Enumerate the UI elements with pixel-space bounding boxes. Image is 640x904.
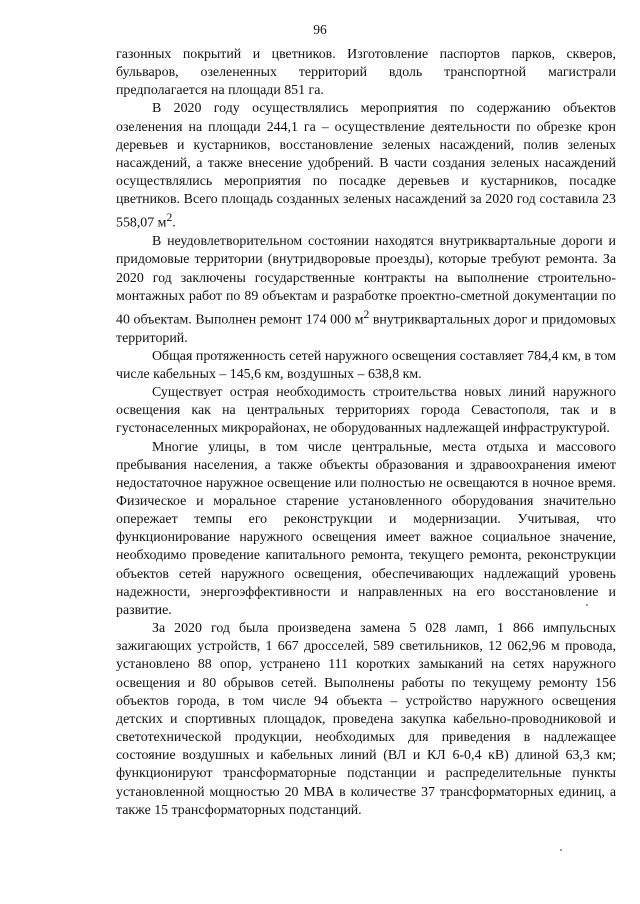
scan-speck [586,604,588,606]
paragraph-6-text: Многие улицы, в том числе центральные, места отдыха и массового пребывания населения, а также объекты образования и здравоохранения имеют недостаточное наружное освещение или полностью не освещаются в ночное время. Физическое и моральное старение установленного оборудования значительно опережает темпы его реконструкции и модернизации. Учитывая, что функционирование наружного освещения имеет важное социальное значение, необходимо проведение капитального ремонта, текущего ремонта, реконструкции объектов сетей наружного освещения, обеспечивающих надлежащий уровень надежности, энергоэффективности и направленных на его восстановление и развитие. [116,439,616,618]
body-text [116,46,616,820]
paragraph-4-text: Общая протяженность сетей наружного освещения составляет 784,4 км, в том числе кабельных – 145,6 км, воздушных – 638,8 км. [116,348,616,382]
paragraph-2-tail: . [172,216,176,232]
paragraph-5 [116,384,616,438]
paragraph-7 [116,620,616,820]
paragraph-7-text: За 2020 год была произведена замена 5 028 ламп, 1 866 импульсных зажигающих устройств, 1 667 дросселей, 589 светильников, 12 062,96 м провода, установлено 88 опор, устранено 111 коротких замыканий на сетях наружного освещения и 80 обрывов сетей. Выполнены работы по текущему ремонту 156 объектов города, в том числе 94 объекта – устройство наружного освещения детских и спортивных площадок, проведена закупка кабельно-проводниковой и светотехнической продукции, необходимых для приведения в надлежащее состояние воздушных и кабельных линий (ВЛ и КЛ 6-0,4 кВ) длиной 63,3 км; функционируют трансформаторные подстанции и распределительные пункты установленной мощностью 20 МВА в количестве 37 трансформаторных единиц, а также 15 трансформаторных подстанций. [116,621,616,818]
square-meter-superscript: 2 [166,211,173,225]
paragraph-5-text: Существует острая необходимость строительства новых линий наружного освещения как на центральных территориях города Севастополя, так и в густонаселенных микрорайонах, не оборудованных надлежащей инфраструктурой. [116,385,616,437]
scan-speck [560,849,562,851]
paragraph-2-text: В 2020 году осуществлялись мероприятия по содержанию объектов озеленения на площади 244,1 га – осуществление деятельности по обрезке крон деревьев и кустарников, восстановление зеленых насаждений, полив зеленых насаждений, а также внесение удобрений. В части создания зеленых насаждений осуществлялись мероприятия по посадке деревьев и кустарников, посадке цветников. Всего площадь созданных зеленых насаждений за 2020 год составила 23 558,07 м [116,101,616,232]
paragraph-1 [116,46,616,100]
paragraph-3 [116,233,616,348]
paragraph-3-tail: внутриквартальных дорог и придомовых территорий. [116,312,616,346]
paragraph-6 [116,439,616,621]
square-meter-superscript: 2 [363,307,370,321]
paragraph-2 [116,100,616,233]
paragraph-4 [116,348,616,384]
page-number: 96 [313,22,327,37]
paragraph-1-text: газонных покрытий и цветников. Изготовление паспортов парков, скверов, бульваров, озелененных территорий вдоль транспортной магистрали предполагается на площади 851 га. [116,47,616,99]
paragraph-3-text: В неудовлетворительном состоянии находятся внутриквартальные дороги и придомовые территории (внутридворовые проезды), которые требуют ремонта. За 2020 год заключены государственные контракты на выполнение строительно-монтажных работ по 89 объектам и разработке проектно-сметной документации по 40 объектам. Выполнен ремонт 174 000 м [116,234,616,328]
